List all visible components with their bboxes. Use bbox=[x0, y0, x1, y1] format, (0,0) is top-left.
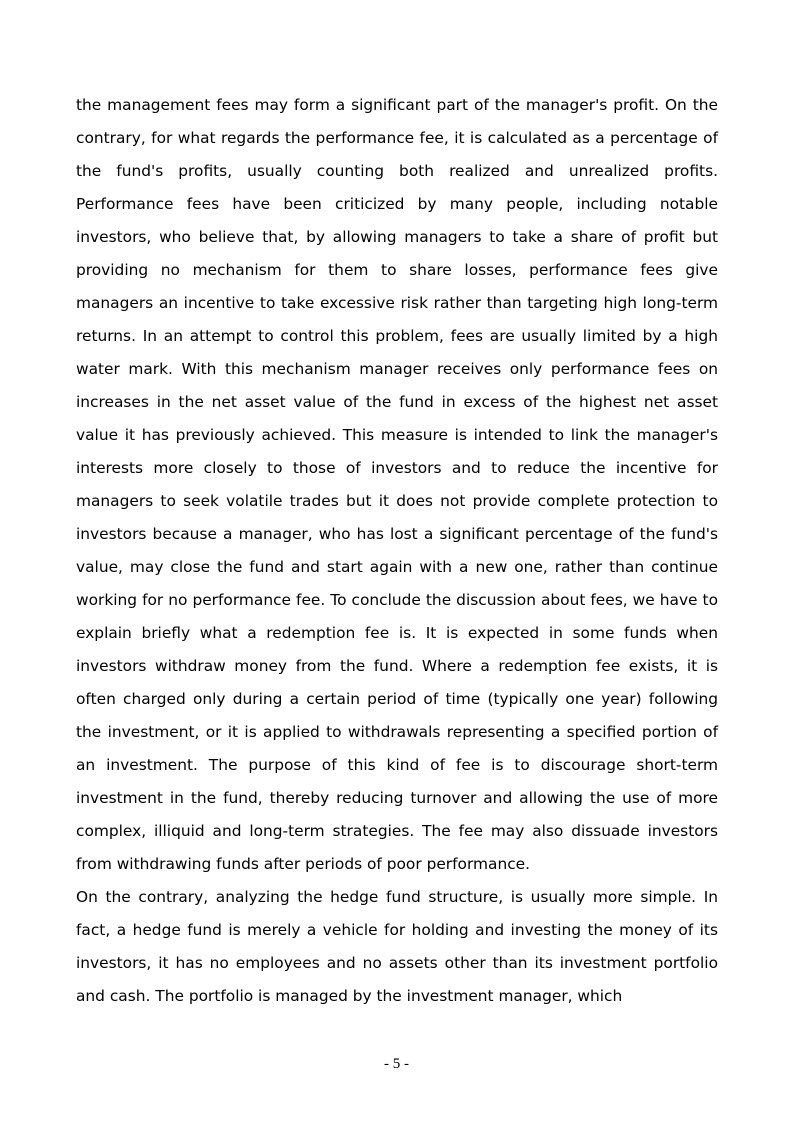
page-number: - 5 - bbox=[384, 1056, 409, 1072]
paragraph-fees: the management fees may form a significant part of the manager's profit. On the contrary, for what regards the performance fee, it is calculated as a percentage of the fund's profits, usually counting both realized and unrealized profits. Performance fees have been criticized by many people, including notable investors, who believe that, by allowing managers to take a share of profit but providing no mechanism for them to share losses, performance fees give managers an incentive to take excessive risk rather than targeting high long-term returns. In an attempt to control this problem, fees are usually limited by a high water mark. With this mechanism manager receives only performance fees on increases in the net asset value of the fund in excess of the highest net asset value it has previously achieved. This measure is intended to link the manager's interests more closely to those of investors and to reduce the incentive for managers to seek volatile trades but it does not provide complete protection to investors because a manager, who has lost a significant percentage of the fund's value, may close the fund and start again with a new one, rather than continue working for no performance fee. To conclude the discussion about fees, we have to explain briefly what a redemption fee is. It is expected in some funds when investors withdraw money from the fund. Where a redemption fee exists, it is often charged only during a certain period of time (typically one year) following the investment, or it is applied to withdrawals representing a specified portion of an investment. The purpose of this kind of fee is to discourage short-term investment in the fund, thereby reducing turnover and allowing the use of more complex, illiquid and long-term strategies. The fee may also dissuade investors from withdrawing funds after periods of poor performance. bbox=[76, 96, 718, 873]
paragraph-hedge-fund-structure: On the contrary, analyzing the hedge fund structure, is usually more simple. In fact, a hedge fund is merely a vehicle for holding and investing the money of its investors, it has no employees and no assets other than its investment portfolio and cash. The portfolio is managed by the investment manager, which bbox=[76, 888, 718, 1005]
body-text bbox=[76, 89, 718, 1013]
